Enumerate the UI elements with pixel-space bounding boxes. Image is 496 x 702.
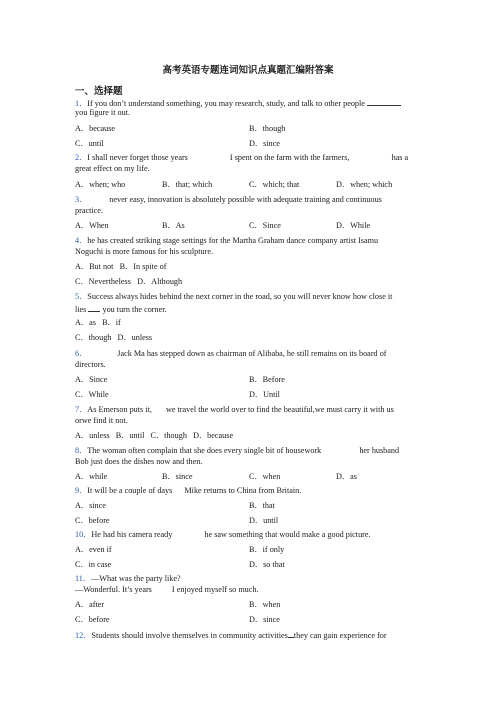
question-5-cont [75, 303, 425, 315]
question-text: Students should involve themselves in community activities [91, 631, 288, 640]
question-number: 8． [75, 446, 88, 455]
question-6-cont: directors. [75, 360, 106, 369]
option-d: D．since [249, 615, 280, 624]
question-11-cont [75, 585, 425, 595]
question-text: He had his camera ready [91, 530, 173, 539]
question-text: we travel the world over to find the beautiful,we must carry it with us [165, 405, 394, 414]
option-d: D．unless [117, 333, 153, 342]
option-d: D．when; which [336, 180, 393, 189]
option-a: A．unless [75, 431, 110, 440]
option-c: C．Nevertheless [75, 277, 131, 286]
question-number: 5． [75, 292, 88, 301]
option-c: C．Since [249, 221, 281, 230]
option-b: B．As [162, 221, 185, 230]
options-row [75, 333, 152, 343]
option-b: B．though [249, 124, 286, 133]
option-b: B．if only [249, 545, 285, 554]
option-c: C．though [150, 431, 187, 440]
option-d: D．Although [137, 277, 183, 286]
option-c: C．when [249, 472, 281, 481]
option-a: A．when; who [75, 180, 126, 189]
question-number: 6． [75, 349, 88, 358]
question-text: It will be a couple of days [87, 486, 173, 495]
option-c: C．before [75, 516, 110, 525]
question-number: 10． [75, 530, 92, 539]
question-number: 4． [75, 236, 88, 245]
question-7-cont: orwe find it not. [75, 416, 128, 425]
question-number: 3． [75, 195, 88, 204]
option-d: D．Until [249, 390, 280, 399]
question-text: I shall never forget those years [87, 153, 188, 162]
question-2-cont: great effect on my life. [75, 164, 150, 173]
options-row [75, 277, 182, 287]
option-c: C．which; that [249, 180, 300, 189]
question-text: As Emerson puts it, [87, 405, 152, 414]
question-text: The woman often complain that she does every single bit of housework [87, 446, 322, 455]
option-a: A．Since [75, 375, 108, 384]
question-11 [75, 574, 425, 584]
option-b: B．that [249, 501, 275, 510]
question-1-cont: you figure it out. [75, 108, 131, 117]
question-text: he saw something that would make a good picture. [204, 530, 371, 539]
question-text: he has created striking stage settings for the Martha Graham dance company artist Isamu [87, 236, 379, 245]
option-d: D．so that [249, 560, 285, 569]
question-text: never easy, innovation is absolutely possible with adequate training and continuous [109, 195, 382, 204]
page-title: 高考英语专题连词知识点真题汇编附答案 [162, 66, 334, 76]
question-number: 2． [75, 153, 88, 162]
question-text: they can gain experience for [293, 631, 387, 640]
question-text: Success always hides behind the next corner in the road, so you will never know how close it [87, 292, 393, 301]
question-number: 7． [75, 405, 88, 414]
option-c: C．While [75, 390, 109, 399]
question-text: Jack Ma has stepped down as chairman of Alibaba, he still remains on its board of [117, 349, 387, 358]
question-6 [75, 349, 425, 359]
option-a: A．as [75, 318, 96, 327]
option-d: D．While [336, 221, 371, 230]
options-row [75, 431, 233, 441]
option-b: B．that; which [162, 180, 213, 189]
question-text: you turn the corner. [102, 305, 167, 314]
option-d: D．until [249, 516, 279, 525]
option-d: D．as [336, 472, 357, 481]
question-4-cont: Noguchi is more famous for his sculpture. [75, 247, 214, 256]
question-10 [75, 530, 425, 540]
option-a: A．because [75, 124, 116, 133]
question-text: her husband [359, 446, 400, 455]
option-b: B．since [162, 472, 193, 481]
question-8 [75, 446, 425, 456]
option-d: D．since [249, 139, 280, 148]
option-c: C．before [75, 615, 110, 624]
question-number: 11． [75, 574, 92, 583]
option-a: A．even if [75, 545, 112, 554]
answer-blank [367, 97, 401, 106]
question-text: —Wonderful. It’s years [75, 585, 152, 594]
answer-blank [88, 303, 100, 312]
question-text: Mike returns to China from Britain. [184, 486, 302, 495]
question-9 [75, 486, 425, 496]
option-c: C．in case [75, 560, 112, 569]
question-2 [75, 153, 425, 163]
question-number: 12． [75, 631, 92, 640]
question-3-cont: practice. [75, 206, 103, 215]
option-c: C．though [75, 333, 112, 342]
option-b: B．if [102, 318, 121, 327]
options-row [75, 318, 121, 328]
question-5 [75, 292, 425, 302]
question-8-cont: Bob just does the dishes now and then. [75, 457, 203, 466]
option-a: A．When [75, 221, 109, 230]
question-4 [75, 236, 425, 246]
question-12 [75, 629, 425, 641]
options-row [75, 262, 166, 272]
option-a: A．while [75, 472, 108, 481]
option-b: B．Before [249, 375, 285, 384]
question-number: 1． [75, 99, 88, 108]
question-text: —What was the party like? [91, 574, 181, 583]
option-c: C．until [75, 139, 104, 148]
section-heading: 一、选择题 [75, 87, 123, 97]
option-b: B．In spite of [119, 262, 167, 271]
option-b: B．when [249, 600, 281, 609]
question-3 [75, 195, 425, 205]
option-b: B．until [115, 431, 145, 440]
option-a: A．But not [75, 262, 114, 271]
question-text: has a [391, 153, 409, 162]
question-7 [75, 405, 425, 415]
question-number: 9． [75, 486, 88, 495]
question-text: If you don’t understand something, you may research, study, and talk to other people [87, 99, 365, 108]
option-d: D．because [193, 431, 234, 440]
question-text: I enjoyed myself so much. [171, 585, 259, 594]
option-a: A．since [75, 501, 106, 510]
question-text: lies [75, 305, 87, 314]
question-text: I spent on the farm with the farmers, [229, 153, 350, 162]
option-a: A．after [75, 600, 105, 609]
